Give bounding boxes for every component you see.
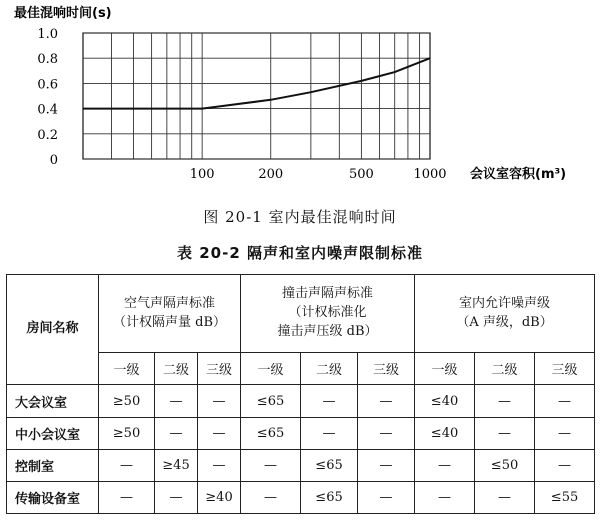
value-cell: ≤65 <box>241 417 301 449</box>
header-line: 撞击声压级 dB） <box>277 324 378 340</box>
table-title: 表 20-2 隔声和室内噪声限制标准 <box>177 244 423 262</box>
y-tick-label: 1.0 <box>37 27 58 42</box>
impact-standard-header <box>241 275 415 353</box>
header-line: 空气声隔声标准 <box>124 295 216 311</box>
value-cell: ≤55 <box>535 481 595 513</box>
reverberation-chart <box>0 0 600 200</box>
table-row <box>7 417 595 449</box>
value-cell: — <box>155 481 198 513</box>
plot-frame <box>83 33 430 159</box>
value-cell: ≥50 <box>99 385 155 417</box>
level-cell: 一级 <box>99 353 155 385</box>
value-cell: — <box>241 449 301 481</box>
room-name-cell: 传输设备室 <box>7 481 99 513</box>
header-line: （计权标准化 <box>288 305 367 321</box>
table-group-header-row <box>7 275 595 353</box>
value-cell: — <box>475 385 535 417</box>
value-cell: — <box>198 417 241 449</box>
value-cell: — <box>301 417 358 449</box>
value-cell: — <box>358 449 415 481</box>
value-cell: — <box>99 481 155 513</box>
value-cell: — <box>358 481 415 513</box>
y-tick-label: 0 <box>49 153 58 168</box>
y-tick-label: 0.8 <box>37 52 58 68</box>
value-cell: — <box>358 385 415 417</box>
header-line: （计权隔声量 dB） <box>113 314 227 330</box>
chart-grid <box>83 33 430 159</box>
table-row <box>7 385 595 417</box>
value-cell: — <box>301 385 358 417</box>
value-cell: — <box>475 481 535 513</box>
value-cell: ≥50 <box>99 417 155 449</box>
value-cell: — <box>535 417 595 449</box>
value-cell: — <box>415 449 475 481</box>
noise-standards-table <box>6 274 595 514</box>
value-cell: — <box>155 385 198 417</box>
airborne-standard-header <box>99 275 241 353</box>
figure-caption: 图 20-1 室内最佳混响时间 <box>203 208 397 226</box>
x-tick-label: 100 <box>189 167 215 182</box>
level-cell: 二级 <box>155 353 198 385</box>
value-cell: ≤65 <box>301 449 358 481</box>
table-row <box>7 449 595 481</box>
level-cell: 一级 <box>241 353 301 385</box>
room-name-cell: 大会议室 <box>7 385 99 417</box>
value-cell: ≥40 <box>198 481 241 513</box>
header-line: （A 声级，dB） <box>456 314 553 330</box>
value-cell: ≤40 <box>415 417 475 449</box>
x-axis-label: 会议室容积(m³) <box>470 167 567 182</box>
x-tick-label: 1000 <box>413 167 447 182</box>
y-tick-label: 0.2 <box>37 127 58 143</box>
room-name-cell: 控制室 <box>7 449 99 481</box>
y-axis-label: 最佳混响时间(s) <box>14 6 112 21</box>
value-cell: ≤50 <box>475 449 535 481</box>
value-cell: — <box>475 417 535 449</box>
level-cell: 一级 <box>415 353 475 385</box>
value-cell: ≥45 <box>155 449 198 481</box>
value-cell: — <box>99 449 155 481</box>
level-cell: 二级 <box>301 353 358 385</box>
value-cell: — <box>415 481 475 513</box>
y-tick-label: 0.6 <box>37 77 58 93</box>
value-cell: — <box>241 481 301 513</box>
value-cell: — <box>535 385 595 417</box>
value-cell: — <box>198 385 241 417</box>
room-name-header: 房间名称 <box>7 275 99 385</box>
level-cell: 三级 <box>535 353 595 385</box>
header-line: 撞击声隔声标准 <box>282 286 374 302</box>
level-cell: 二级 <box>475 353 535 385</box>
x-tick-label: 500 <box>348 167 374 182</box>
value-cell: — <box>358 417 415 449</box>
level-cell: 三级 <box>358 353 415 385</box>
level-cell: 三级 <box>198 353 241 385</box>
x-tick-label: 200 <box>258 167 284 182</box>
y-tick-label: 0.4 <box>37 102 58 118</box>
noise-level-header <box>415 275 595 353</box>
value-cell: ≤40 <box>415 385 475 417</box>
value-cell: — <box>535 449 595 481</box>
value-cell: ≤65 <box>301 481 358 513</box>
value-cell: — <box>198 449 241 481</box>
room-name-cell: 中小会议室 <box>7 417 99 449</box>
table-row <box>7 481 595 513</box>
value-cell: — <box>155 417 198 449</box>
value-cell: ≤65 <box>241 385 301 417</box>
header-line: 室内允许噪声级 <box>459 295 551 311</box>
